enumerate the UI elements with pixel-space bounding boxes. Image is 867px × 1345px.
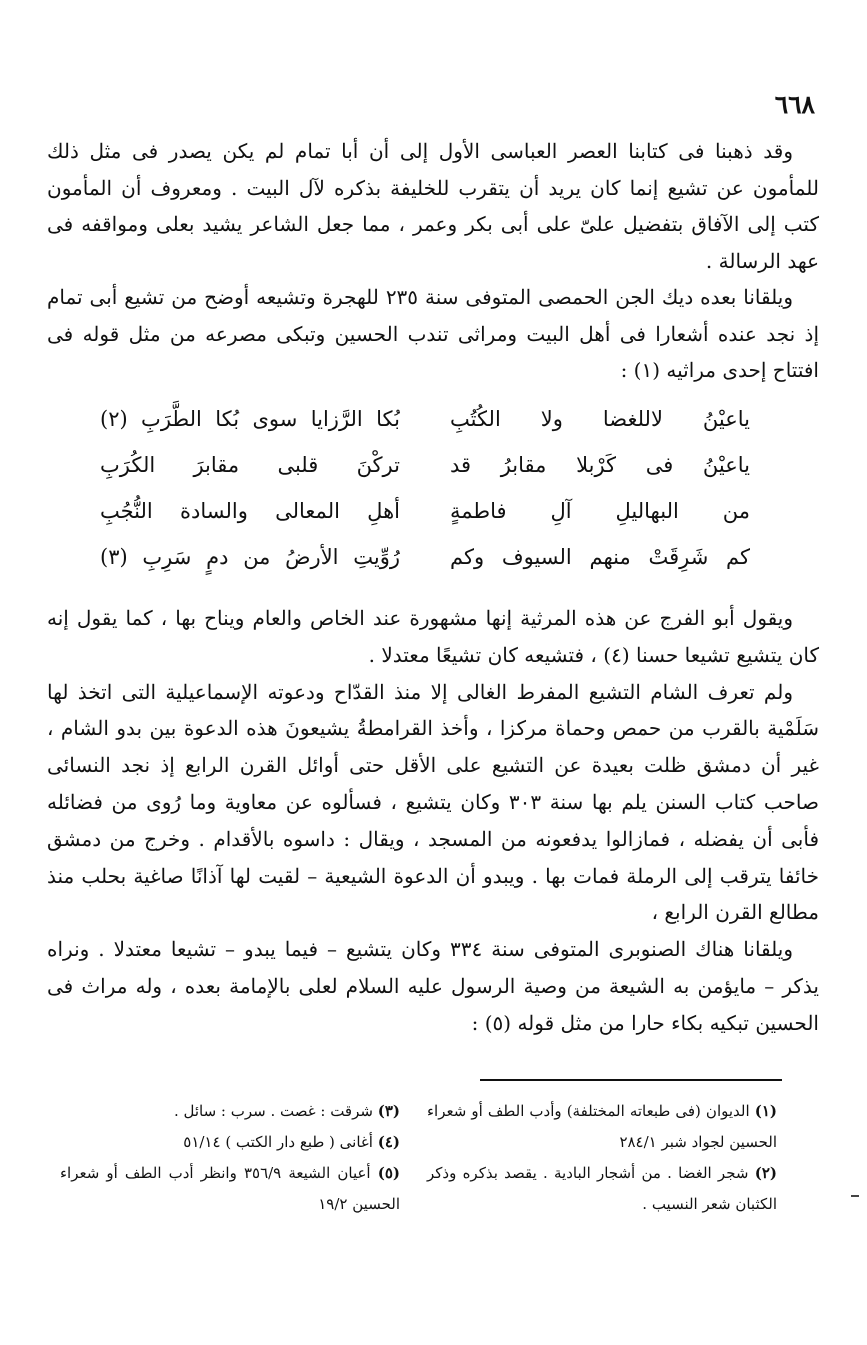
footnote [60, 1127, 400, 1158]
paragraph: ويلقانا هناك الصنوبرى المتوفى سنة ٣٣٤ وكان يتشيع – فيما يبدو – تشيعا معتدلا . ونراه يذكر – مايؤمن به الشيعة من وصية الرسول عليه السلام لعلى بالإمامة بعده ، وله مراث فى الحسين تبكيه بكاء حارا من مثل قوله (٥) : [47, 937, 819, 1035]
footnote-number: (١) [754, 1102, 777, 1120]
page-number: ٦٦٨ [774, 90, 815, 119]
body-text-bottom [47, 600, 819, 1042]
paragraph: وقد ذهبنا فى كتابنا العصر العباسى الأول إلى أن أبا تمام لم يكن يصدر فى مثل ذلك للمأمون عن تشيع إنما كان يريد أن يتقرب للخليفة بذكره لآل البيت . ومعروف أن المأمون كتب إلى الآفاق بتفضيل علىّ على أبى بكر وعمر ، مما جعل الشاعر يشيد بعلى ومواقفه فى عهد الرسالة . [47, 139, 819, 273]
footnotes-column-left [60, 1096, 400, 1220]
footnote [60, 1158, 400, 1220]
verse-first-hemistich: كم شَرِقَتْ منهم السيوف وكم [450, 545, 750, 569]
verse-second-hemistich: أهلِ المعالى والسادة النُّجُبِ [100, 499, 400, 523]
verse-second-hemistich: تركْنَ قلبى مقابرَ الكُرَبِ [100, 453, 400, 477]
paragraph: ولم تعرف الشام التشيع المفرط الغالى إلا منذ القدّاح ودعوته الإسماعيلية التى اتخذ لها سَلَمْية بالقرب من حمص وحماة مركزا ، وأخذ القرامطةُ يشيعونَ هذه الدعوة بين بدو الشام ، غير أن دمشق ظلت بعيدة عن التشيع على الأقل حتى أوائل القرن الرابع إذ نجد النسائى صاحب كتاب السنن يلم بها سنة ٣٠٣ وكان يتشيع ، فسألوه عن معاوية وما رُوى من فضائله فأبى أن يفضله ، فمازالوا يدفعونه من المسجد ، ويقال : داسوه بالأقدام . وخرج من دمشق خائفا يترقب إلى الرملة فمات بها . ويبدو أن الدعوة الشيعية – لقيت لها آذانًا صاغية بحلب منذ مطالع القرن الرابع ، [47, 679, 819, 925]
footnote [427, 1158, 777, 1220]
footnote-number: (٣) [377, 1102, 400, 1120]
verse-second-hemistich: بُكا الرَّزايا سوى بُكا الطَّرَبِ (٢) [100, 407, 400, 431]
paragraph: ويلقانا بعده ديك الجن الحمصى المتوفى سنة ٢٣٥ للهجرة وتشيعه أوضح من تشيع أبى تمام إذ نجد عنده أشعارا فى أهل البيت ومراثى تندب الحسين وتبكى مصرعه من مثل قوله فى افتتاح إحدى مراثيه (١) : [47, 285, 819, 382]
footnote-text: الديوان (فى طبعاته المختلفة) وأدب الطف أو شعراء الحسين لجواد شبر ٢٨٤/١ [427, 1102, 777, 1151]
verse-first-hemistich: من البهاليلِ آلِ فاطمةٍ [450, 499, 750, 523]
footnote-divider [480, 1079, 782, 1081]
poem [100, 396, 750, 580]
footnote-text: أعيان الشيعة ٣٥٦/٩ وانظر أدب الطف أو شعراء الحسين ١٩/٢ [60, 1164, 400, 1213]
footnote [427, 1096, 777, 1158]
footnote-number: (٢) [754, 1164, 777, 1182]
footnote-text: شجر الغضا . من أشجار البادية . يقصد بذكره وذكر الكثبان شعر النسيب . [427, 1164, 777, 1213]
footnote [60, 1096, 400, 1127]
footnote-number: (٤) [377, 1133, 400, 1151]
poem-verse [100, 488, 750, 534]
footnote-text: أغانى ( طبع دار الكتب ) ٥١/١٤ [183, 1133, 373, 1151]
footnotes-column-right [427, 1096, 777, 1220]
scan-edge-mark [851, 1195, 859, 1197]
poem-verse [100, 396, 750, 442]
footnote-text: شرقت : غصت . سرب : سائل . [173, 1102, 373, 1120]
verse-second-hemistich: رُوِّيتِ الأرضُ من دمٍ سَرِبِ (٣) [100, 545, 400, 569]
poem-verse [100, 442, 750, 488]
verse-first-hemistich: ياعيْنُ لاللغضا ولا الكُتُبِ [450, 407, 750, 431]
poem-verse [100, 534, 750, 580]
footnote-number: (٥) [377, 1164, 400, 1182]
paragraph: ويقول أبو الفرج عن هذه المرثية إنها مشهورة عند الخاص والعام ويناح بها ، كما يقول إنه كان يتشيع تشيعا حسنا (٤) ، فتشيعه كان تشيعًا معتدلا . [47, 606, 819, 667]
body-text-top [47, 133, 819, 389]
verse-first-hemistich: ياعيْنُ فى كَرْبلا مقابرُ قد [450, 453, 750, 477]
